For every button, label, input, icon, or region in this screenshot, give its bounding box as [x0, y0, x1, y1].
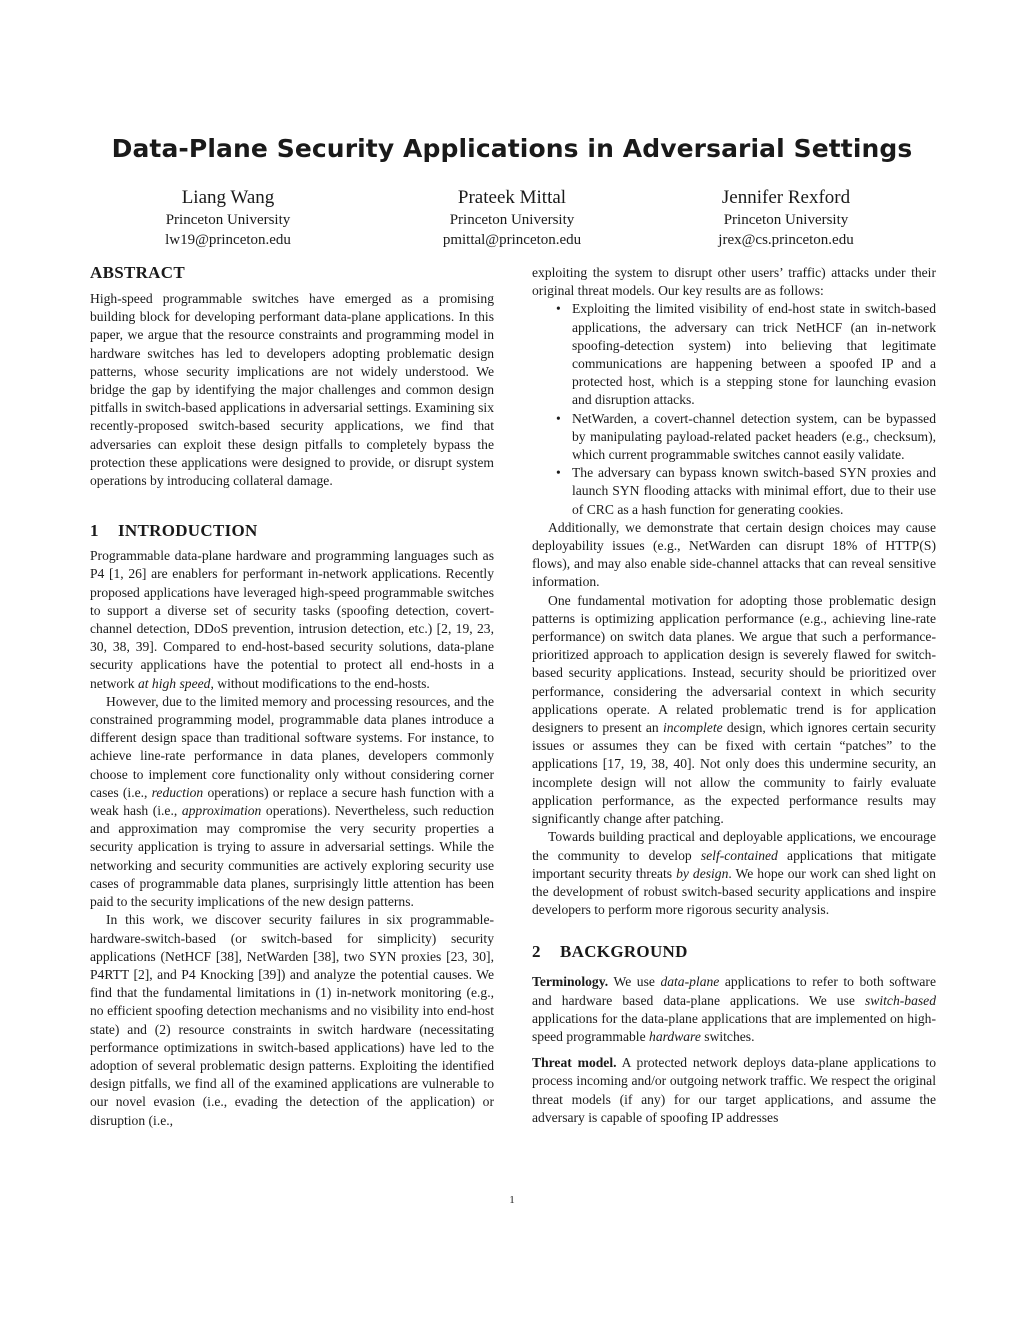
list-item: [532, 464, 936, 519]
text-run: applications that mitigate important security threats: [532, 847, 936, 881]
threat-model-paragraph: [532, 1054, 936, 1127]
intro-paragraph-5: [532, 592, 936, 829]
list-item-text: Exploiting the limited visibility of end-host state in switch-based applications, the adversary can trick NetHCF (an in-network spoofing-detection system) into believing that legitimate communications are happening between a spoofed IP and a protected host, which is a stepping stone for launching evasion and disruption attacks.: [572, 301, 936, 408]
emphasis: self-contained: [700, 847, 778, 863]
section-number: 1: [90, 521, 99, 541]
intro-paragraph-3: In this work, we discover security failures in six programmable-hardware-switch-based (or switch-based for simplicity) security applications (NetHCF [38], NetWarden [38], two SYN proxies [23, 30], P4RTT [2], and P4 Knocking [39]) and analyze the potential causes. We find that the fundamental limitations in (1) in-network monitoring (e.g., no efficient spoofing detection mechanisms and no visibility into end-host state) and (2) resource constraints in switch hardware (necessitating performance optimizations in switch-based applications) have led to the adoption of several problematic design patterns. Exploiting the identified design pitfalls, we find all of the examined applications are vulnerable to our novel evasion (i.e., evading the detection of the application) or disruption (i.e.,: [90, 912, 494, 1128]
author-affiliation: Princeton University: [723, 212, 849, 228]
left-column: [90, 262, 494, 1130]
list-item: [532, 300, 936, 409]
list-item-text: NetWarden, a covert-channel detection system, can be bypassed by manipulating payload-related packet headers (e.g., checksum), which current programmable switches cannot easily validate.: [572, 410, 936, 463]
text-run: . We hope our work can shed light on the development of robust switch-based security applications and inspire developers to perform more rigorous security analysis.: [532, 865, 936, 918]
text-run: operations) or replace a secure hash function with a weak hash (i.e.,: [90, 784, 494, 819]
key-results-list: [532, 300, 936, 518]
text-run: A protected network deploys data-plane applications to process incoming and/or outgoing network traffic. We respect the original threat models (if any) for our target applications, and assume the adversary is capable of spoofing IP addresses: [532, 1055, 937, 1125]
section-heading-introduction: [90, 520, 494, 542]
text-run: applications to refer to both software and hardware based data-plane applications. We use: [532, 974, 936, 1008]
emphasis: hardware: [649, 1028, 701, 1044]
text-run: One fundamental motivation for adopting those problematic design patterns is optimizing application performance (e.g., achieving line-rate performance) on switch data planes. We argue that such a performance-prioritized approach to application design is severely flawed for switch-based security applications. Instead, security should be prioritized over performance, considering the adversarial context in which security applications operate. A related problematic trend is for application designers to present an: [532, 592, 936, 736]
section-title: BACKGROUND: [560, 942, 688, 962]
emphasis: at high speed: [137, 675, 211, 691]
text-run: operations). Nevertheless, such reduction and approximation may compromise the very security properties a security application is trying to assure in adversarial settings. While the networking and security communities are actively exploring security use cases of programmable data planes, surprisingly little attention has been paid to the security implications of the new design patterns.: [90, 803, 494, 910]
text-run: design, which ignores certain security issues or assumes they can be fixed with certain “patches” to the applications [17, 19, 38, 40]. Not only does this undermine security, an incomplete design will not allow the community to fairly evaluate application performance, as the expected performance results may significantly change after patching.: [532, 720, 936, 827]
author-block: [0, 186, 1024, 250]
author-email: lw19@princeton.edu: [165, 232, 291, 248]
emphasis: approximation: [181, 803, 262, 819]
author-name: Liang Wang: [181, 187, 275, 208]
author-affiliation: Princeton University: [449, 212, 575, 228]
emphasis: switch-based: [865, 992, 936, 1008]
intro-paragraph-4: Additionally, we demonstrate that certain design choices may cause deployability issues (e.g., NetWarden can disrupt 18% of HTTP(S) flows), and may also enable side-channel attacks that can reveal sensitive information.: [532, 519, 936, 590]
paper-title: Data-Plane Security Applications in Adversarial Settings: [111, 134, 913, 163]
text-run: , without modifications to the end-hosts.: [210, 675, 430, 691]
list-item: [532, 410, 936, 465]
bullet-icon: •: [556, 465, 561, 481]
emphasis: incomplete: [662, 720, 723, 736]
author-email: pmittal@princeton.edu: [442, 232, 582, 248]
section-heading-background: [532, 941, 936, 963]
intro-paragraph-1: [90, 547, 494, 693]
section-title: INTRODUCTION: [118, 521, 258, 541]
author-affiliation: Princeton University: [165, 212, 291, 228]
run-in-heading: Threat model.: [532, 1055, 617, 1071]
intro-paragraph-2: [90, 693, 494, 911]
right-column: [532, 264, 936, 1127]
bullet-icon: •: [556, 410, 561, 426]
author-3: [656, 186, 916, 250]
author-2: [382, 186, 642, 250]
abstract-heading: ABSTRACT: [90, 263, 185, 282]
text-run: Programmable data-plane hardware and programming languages such as P4 [1, 26] are enablers for performant in-network applications. Recently proposed applications have leveraged high-speed programmable switches to support a diverse set of security tasks (spoofing detection, covert-channel detection, DDoS prevention, intrusion detection, etc.) [2, 19, 23, 30, 38, 39]. Compared to end-host-based security solutions, data-plane security applications have the potential to protect all end-hosts in a network: [90, 548, 494, 691]
list-item-text: The adversary can bypass known switch-based SYN proxies and launch SYN flooding attacks with minimal effort, due to their use of CRC as a hash function for generating cookies.: [572, 465, 936, 517]
run-in-heading: Terminology.: [532, 974, 609, 990]
emphasis: by design: [676, 865, 729, 881]
text-run: We use: [608, 974, 661, 990]
text-run: Towards building practical and deployable applications, we encourage the community to develop: [532, 829, 936, 863]
text-run: applications for the data-plane applications that are implemented on high-speed programmable: [532, 1010, 936, 1044]
terminology-paragraph: [532, 973, 936, 1046]
section-number: 2: [532, 942, 541, 962]
page-number: 1: [509, 1194, 515, 1206]
abstract-text: High-speed programmable switches have emerged as a promising building block for developing performant data-plane applications. In this paper, we argue that the resource constraints and programming model in hardware switches has led to developers adopting problematic design patterns, whose security implications are not widely understood. We bridge the gap by identifying the major challenges and common design pitfalls in switch-based applications in adversarial settings. Examining six recently-proposed switch-based security applications, we find that adversaries can exploit these design pitfalls to completely bypass the protection these applications were designed to provide, or disrupt system operations by introducing collateral damage.: [90, 291, 494, 489]
author-name: Jennifer Rexford: [721, 187, 851, 208]
bullet-icon: •: [556, 301, 561, 317]
author-email: jrex@cs.princeton.edu: [718, 232, 854, 248]
text-run: However, due to the limited memory and processing resources, and the constrained programming model, programmable data planes introduce a different design space than traditional software systems. For instance, to achieve line-rate performance in data planes, developers commonly choose to implement core functionality only without considering corner cases (i.e.,: [90, 693, 494, 800]
author-name: Prateek Mittal: [457, 187, 567, 208]
emphasis: data-plane: [660, 974, 720, 990]
intro-paragraph-6: [532, 828, 936, 919]
text-run: switches.: [700, 1028, 755, 1044]
intro-paragraph-3-continued: exploiting the system to disrupt other users’ traffic) attacks under their original threat models. Our key results are as follows:: [532, 265, 936, 299]
author-1: [98, 186, 358, 250]
emphasis: reduction: [151, 784, 204, 800]
